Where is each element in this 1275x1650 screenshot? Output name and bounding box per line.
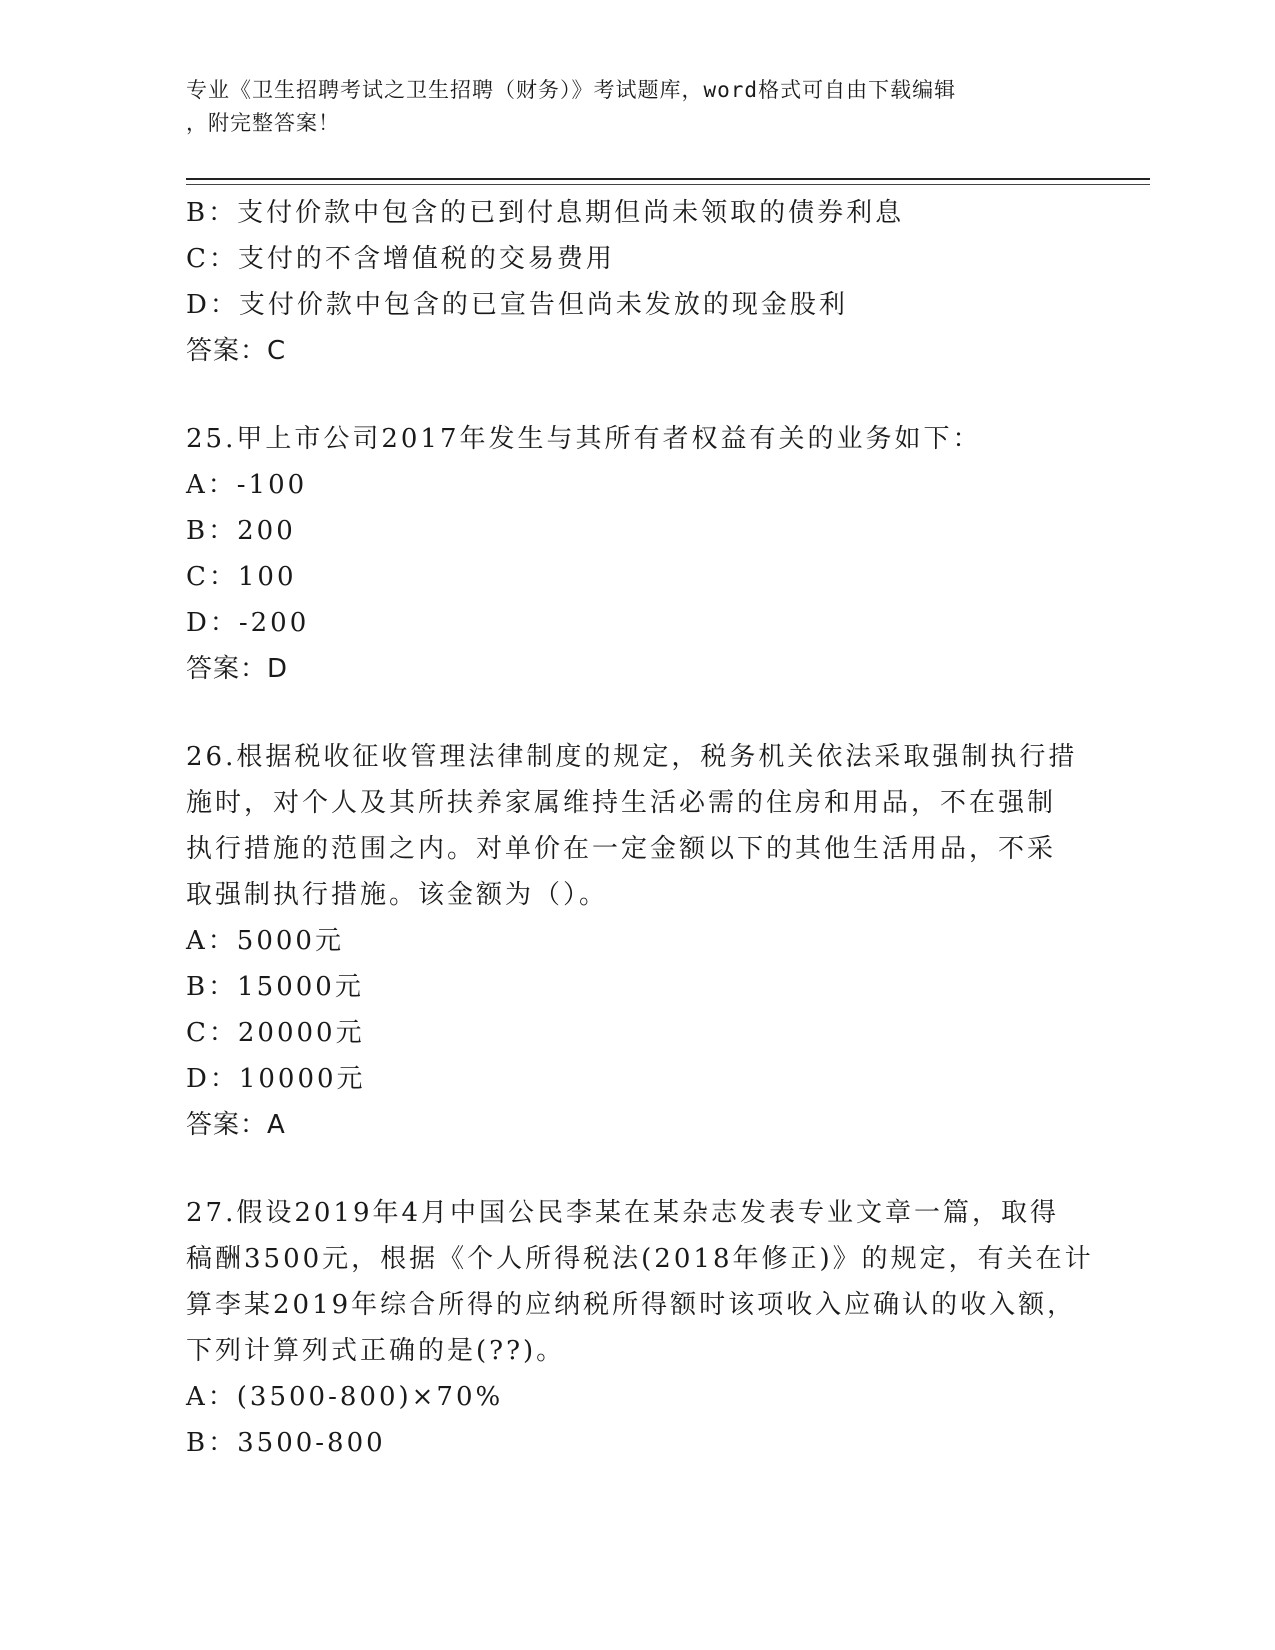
spacer bbox=[186, 374, 1086, 416]
question-27 bbox=[186, 1190, 1094, 1466]
question-26 bbox=[186, 734, 1086, 1148]
option-a: A：(3500-800)×70% bbox=[186, 1382, 504, 1412]
option-c: C：支付的不含增值税的交易费用 bbox=[186, 244, 615, 274]
question-25 bbox=[186, 416, 1086, 692]
answer-label: 答案：D bbox=[186, 654, 289, 684]
question-stem-line-2: 稿酬3500元，根据《个人所得税法(2018年修正)》的规定，有关在计 bbox=[186, 1244, 1094, 1274]
option-b: B：支付价款中包含的已到付息期但尚未领取的债券利息 bbox=[186, 198, 905, 228]
answer-label: 答案：C bbox=[186, 336, 287, 366]
option-b: B：15000元 bbox=[186, 972, 364, 1002]
header-rule-thick bbox=[186, 178, 1150, 180]
option-c: C：100 bbox=[186, 562, 297, 592]
spacer bbox=[186, 1148, 1086, 1190]
header-line-1: 专业《卫生招聘考试之卫生招聘（财务）》考试题库，word格式可自由下载编辑 bbox=[186, 78, 957, 102]
spacer bbox=[186, 692, 1086, 734]
option-b: B：200 bbox=[186, 516, 296, 546]
option-c: C：20000元 bbox=[186, 1018, 365, 1048]
header-rule-thin bbox=[186, 184, 1150, 185]
option-d: D：支付价款中包含的已宣告但尚未发放的现金股利 bbox=[186, 290, 848, 320]
question-stem-line-1: 26.根据税收征收管理法律制度的规定，税务机关依法采取强制执行措 bbox=[186, 742, 1078, 772]
question-stem-line-1: 27.假设2019年4月中国公民李某在某杂志发表专业文章一篇，取得 bbox=[186, 1198, 1060, 1228]
question-stem-line-4: 下列计算列式正确的是(??)。 bbox=[186, 1336, 566, 1366]
question-stem-line-3: 执行措施的范围之内。对单价在一定金额以下的其他生活用品，不采 bbox=[186, 834, 1057, 864]
question-stem: 25.甲上市公司2017年发生与其所有者权益有关的业务如下： bbox=[186, 424, 982, 454]
option-b: B：3500-800 bbox=[186, 1428, 386, 1458]
option-a: A：-100 bbox=[186, 470, 308, 500]
question-stem-line-4: 取强制执行措施。该金额为（）。 bbox=[186, 880, 609, 910]
header-line-2: ，附完整答案！ bbox=[186, 111, 340, 135]
document-body bbox=[186, 190, 1094, 1466]
question-stem-line-2: 施时，对个人及其所扶养家属维持生活必需的住房和用品，不在强制 bbox=[186, 788, 1057, 818]
answer-label: 答案：A bbox=[186, 1110, 286, 1140]
option-d: D：10000元 bbox=[186, 1064, 366, 1094]
option-a: A：5000元 bbox=[186, 926, 344, 956]
question-stem-line-3: 算李某2019年综合所得的应纳税所得额时该项收入应确认的收入额， bbox=[186, 1290, 1077, 1320]
question-24-tail bbox=[186, 190, 1086, 374]
page-header bbox=[186, 74, 1066, 140]
option-d: D：-200 bbox=[186, 608, 310, 638]
